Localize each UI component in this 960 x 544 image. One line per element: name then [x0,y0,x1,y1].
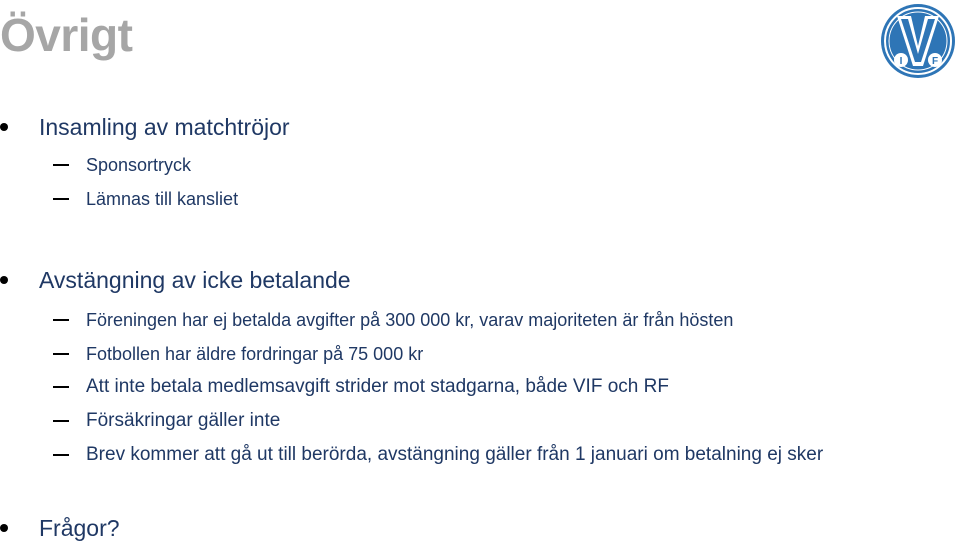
dash-icon [53,198,69,200]
dash-icon [53,386,69,388]
sub-text: Sponsortryck [86,155,192,175]
sub-text: Att inte betala medlemsavgift strider mot stadgarna, både VIF och RF [86,376,669,397]
bullet-dot-icon [0,123,8,131]
sub-text: Försäkringar gäller inte [86,410,281,431]
club-logo-icon [879,2,957,80]
dash-icon [53,164,69,166]
bullet-text: Frågor? [39,515,120,541]
sub-text: Fotbollen har äldre fordringar på 75 000 kr [86,344,424,364]
bullet-text: Insamling av matchtröjor [39,114,290,140]
bullet-text: Avstängning av icke betalande [39,267,351,293]
slide-title: Övrigt [0,9,133,61]
logo-letter-left: I [899,56,903,67]
sub-text: Föreningen har ej betalda avgifter på 300 000 kr, varav majoriteten är från hösten [86,310,734,330]
dash-icon [53,353,69,355]
dash-icon [53,454,69,456]
bullet-dot-icon [0,276,8,284]
sub-text: Lämnas till kansliet [86,189,239,209]
dash-icon [53,319,69,321]
sub-text: Brev kommer att gå ut till berörda, avstängning gäller från 1 januari om betalning ej sker [86,444,824,465]
dash-icon [53,420,69,422]
bullet-dot-icon [0,524,8,532]
logo-letter-right: F [931,56,939,67]
